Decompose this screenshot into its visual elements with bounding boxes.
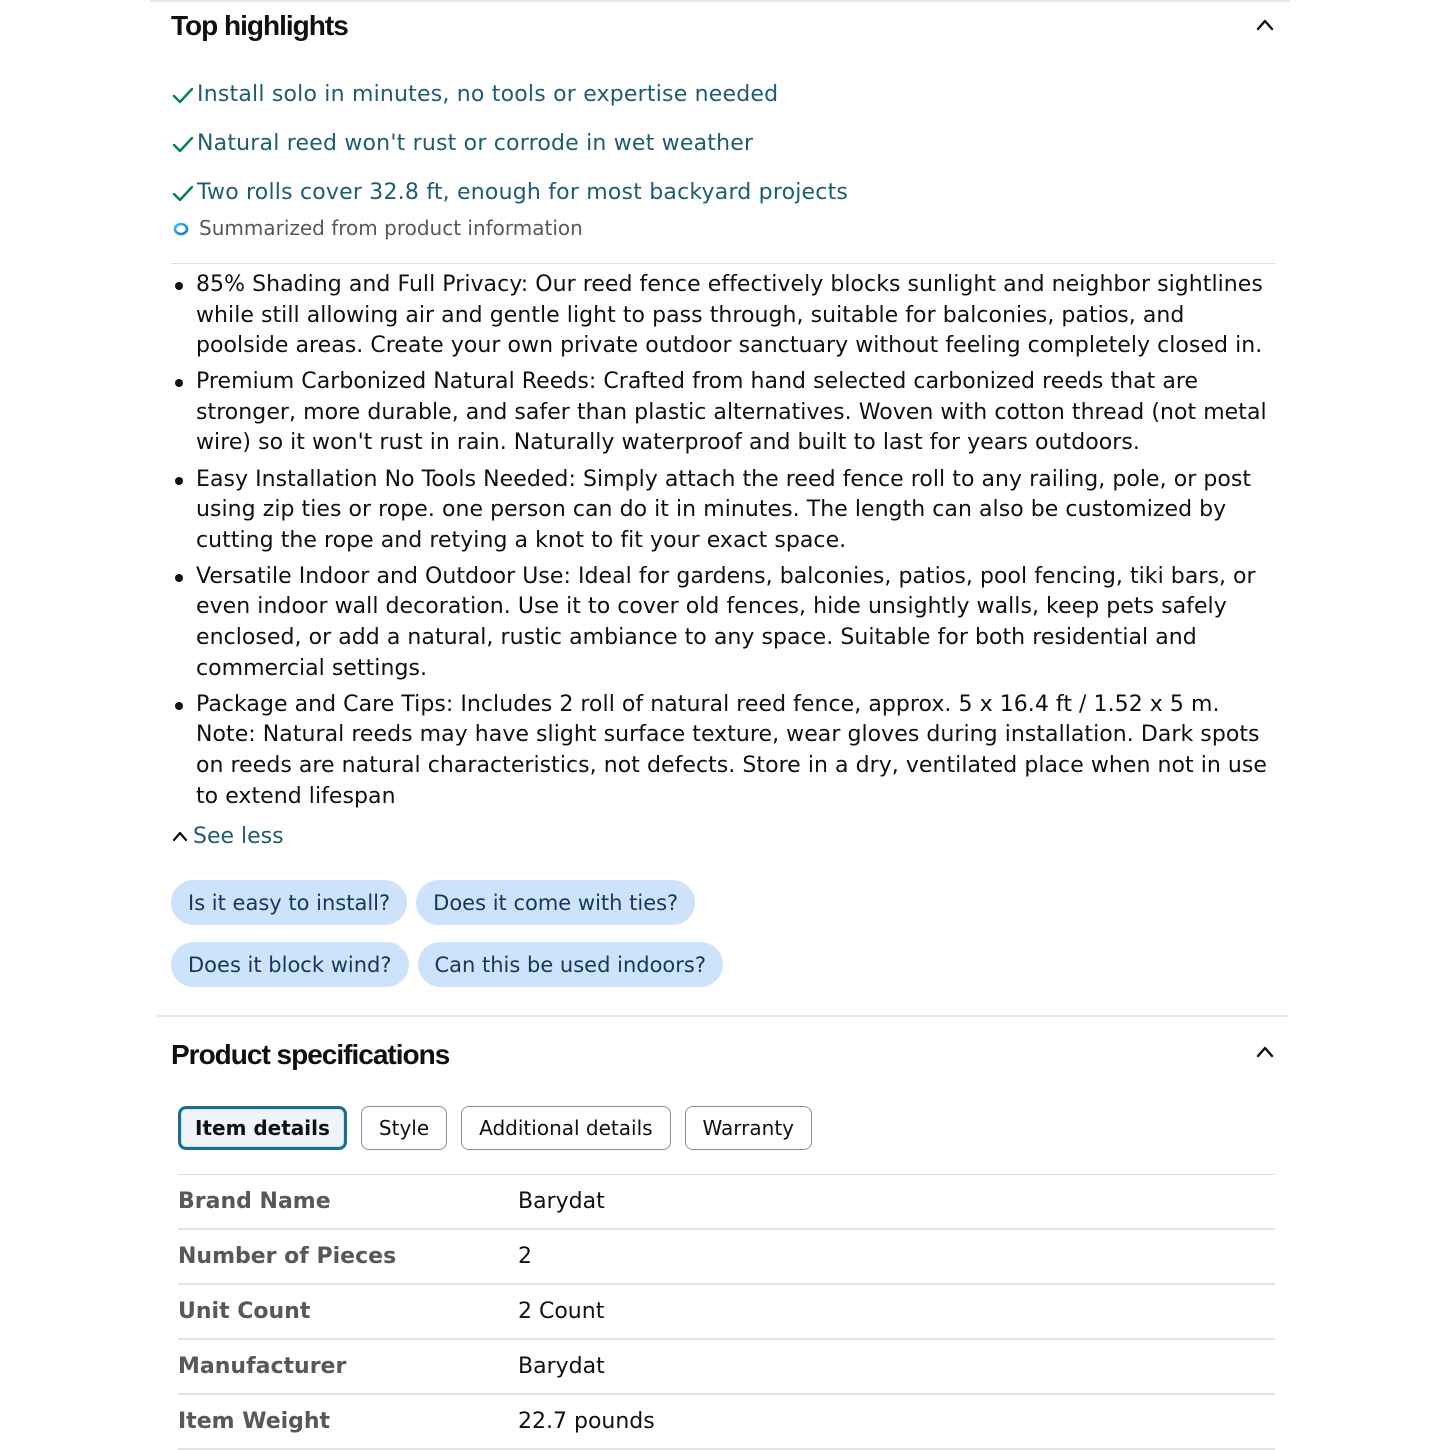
table-row bbox=[178, 1175, 1275, 1230]
highlight-item bbox=[171, 70, 1275, 119]
chevron-up-icon[interactable] bbox=[1255, 15, 1275, 35]
table-row bbox=[178, 1340, 1275, 1395]
spec-label: Brand Name bbox=[178, 1189, 331, 1214]
tab-additional-details[interactable]: Additional details bbox=[461, 1106, 670, 1150]
spec-value: Barydat bbox=[518, 1189, 605, 1214]
top-highlights-title: Top highlights bbox=[171, 10, 348, 41]
checkmark-icon bbox=[171, 181, 195, 205]
spec-tabs bbox=[178, 1106, 812, 1150]
feature-bullets bbox=[171, 270, 1275, 818]
table-row bbox=[178, 1285, 1275, 1340]
highlight-text: Install solo in minutes, no tools or expertise needed bbox=[197, 82, 779, 107]
feature-bullet: Premium Carbonized Natural Reeds: Crafted from hand selected carbonized reeds that are stronger, more durable, and safer than plastic alternatives. Woven with cotton thread (not metal wire) so it won't rust in rain. Naturally waterproof and built to last for years outdoors. bbox=[171, 367, 1275, 459]
spec-table bbox=[178, 1174, 1275, 1450]
chip-row bbox=[171, 942, 723, 987]
spec-value: Barydat bbox=[518, 1354, 605, 1379]
checkmark-icon bbox=[171, 83, 195, 107]
chip-row bbox=[171, 880, 723, 925]
question-chip[interactable]: Is it easy to install? bbox=[171, 880, 407, 925]
highlights-divider bbox=[171, 263, 1275, 264]
see-less-label: See less bbox=[193, 824, 284, 849]
see-less-link[interactable] bbox=[171, 824, 284, 849]
suggested-questions bbox=[171, 880, 723, 1004]
question-chip[interactable]: Does it block wind? bbox=[171, 942, 409, 987]
highlight-item bbox=[171, 168, 1275, 217]
spec-value: 22.7 pounds bbox=[518, 1409, 655, 1434]
feature-bullet: Package and Care Tips: Includes 2 roll of natural reed fence, approx. 5 x 16.4 ft / 1.52 x 5 m. Note: Natural reeds may have slight surface texture, wear gloves during installation. Dark spots on reeds are natural characteristics, not defects. Store in a dry, ventilated place when not in use to extend lifespan bbox=[171, 690, 1275, 812]
chevron-up-icon[interactable] bbox=[1255, 1042, 1275, 1062]
tab-style[interactable]: Style bbox=[361, 1106, 447, 1150]
section-divider bbox=[157, 1015, 1288, 1017]
feature-bullet: Easy Installation No Tools Needed: Simply attach the reed fence roll to any railing, pole, or post using zip ties or rope. one person can do it in minutes. The length can also be customized by cutting the rope and retying a knot to fit your exact space. bbox=[171, 465, 1275, 557]
chevron-up-icon bbox=[171, 828, 189, 846]
product-specifications-header[interactable] bbox=[171, 1039, 1275, 1079]
table-row bbox=[178, 1395, 1275, 1450]
question-chip[interactable]: Can this be used indoors? bbox=[418, 942, 724, 987]
spec-value: 2 Count bbox=[518, 1299, 605, 1324]
highlight-text: Two rolls cover 32.8 ft, enough for most backyard projects bbox=[197, 180, 849, 205]
ai-summary-note bbox=[171, 216, 583, 240]
feature-bullet: Versatile Indoor and Outdoor Use: Ideal for gardens, balconies, patios, pool fencing, tiki bars, or even indoor wall decoration. Use it to cover old fences, hide unsightly walls, keep pets safely enclosed, or add a natural, rustic ambiance to any space. Suitable for both residential and commercial settings. bbox=[171, 562, 1275, 684]
spec-label: Unit Count bbox=[178, 1299, 311, 1324]
tab-item-details[interactable]: Item details bbox=[178, 1106, 347, 1150]
spec-value: 2 bbox=[518, 1244, 532, 1269]
ai-sparkle-icon bbox=[171, 217, 193, 239]
highlight-text: Natural reed won't rust or corrode in wet weather bbox=[197, 131, 754, 156]
highlights-list bbox=[171, 70, 1275, 217]
tab-warranty[interactable]: Warranty bbox=[685, 1106, 812, 1150]
spec-label: Manufacturer bbox=[178, 1354, 347, 1379]
question-chip[interactable]: Does it come with ties? bbox=[416, 880, 695, 925]
top-divider bbox=[150, 0, 1290, 2]
table-row bbox=[178, 1230, 1275, 1285]
spec-label: Number of Pieces bbox=[178, 1244, 397, 1269]
product-specifications-title: Product specifications bbox=[171, 1039, 450, 1070]
checkmark-icon bbox=[171, 132, 195, 156]
spec-label: Item Weight bbox=[178, 1409, 331, 1434]
feature-bullet: 85% Shading and Full Privacy: Our reed fence effectively blocks sunlight and neighbor sightlines while still allowing air and gentle light to pass through, suitable for balconies, patios, and poolside areas. Create your own private outdoor sanctuary without feeling completely closed in. bbox=[171, 270, 1275, 362]
top-highlights-header[interactable] bbox=[171, 10, 1275, 50]
summary-text: Summarized from product information bbox=[199, 216, 583, 240]
highlight-item bbox=[171, 119, 1275, 168]
